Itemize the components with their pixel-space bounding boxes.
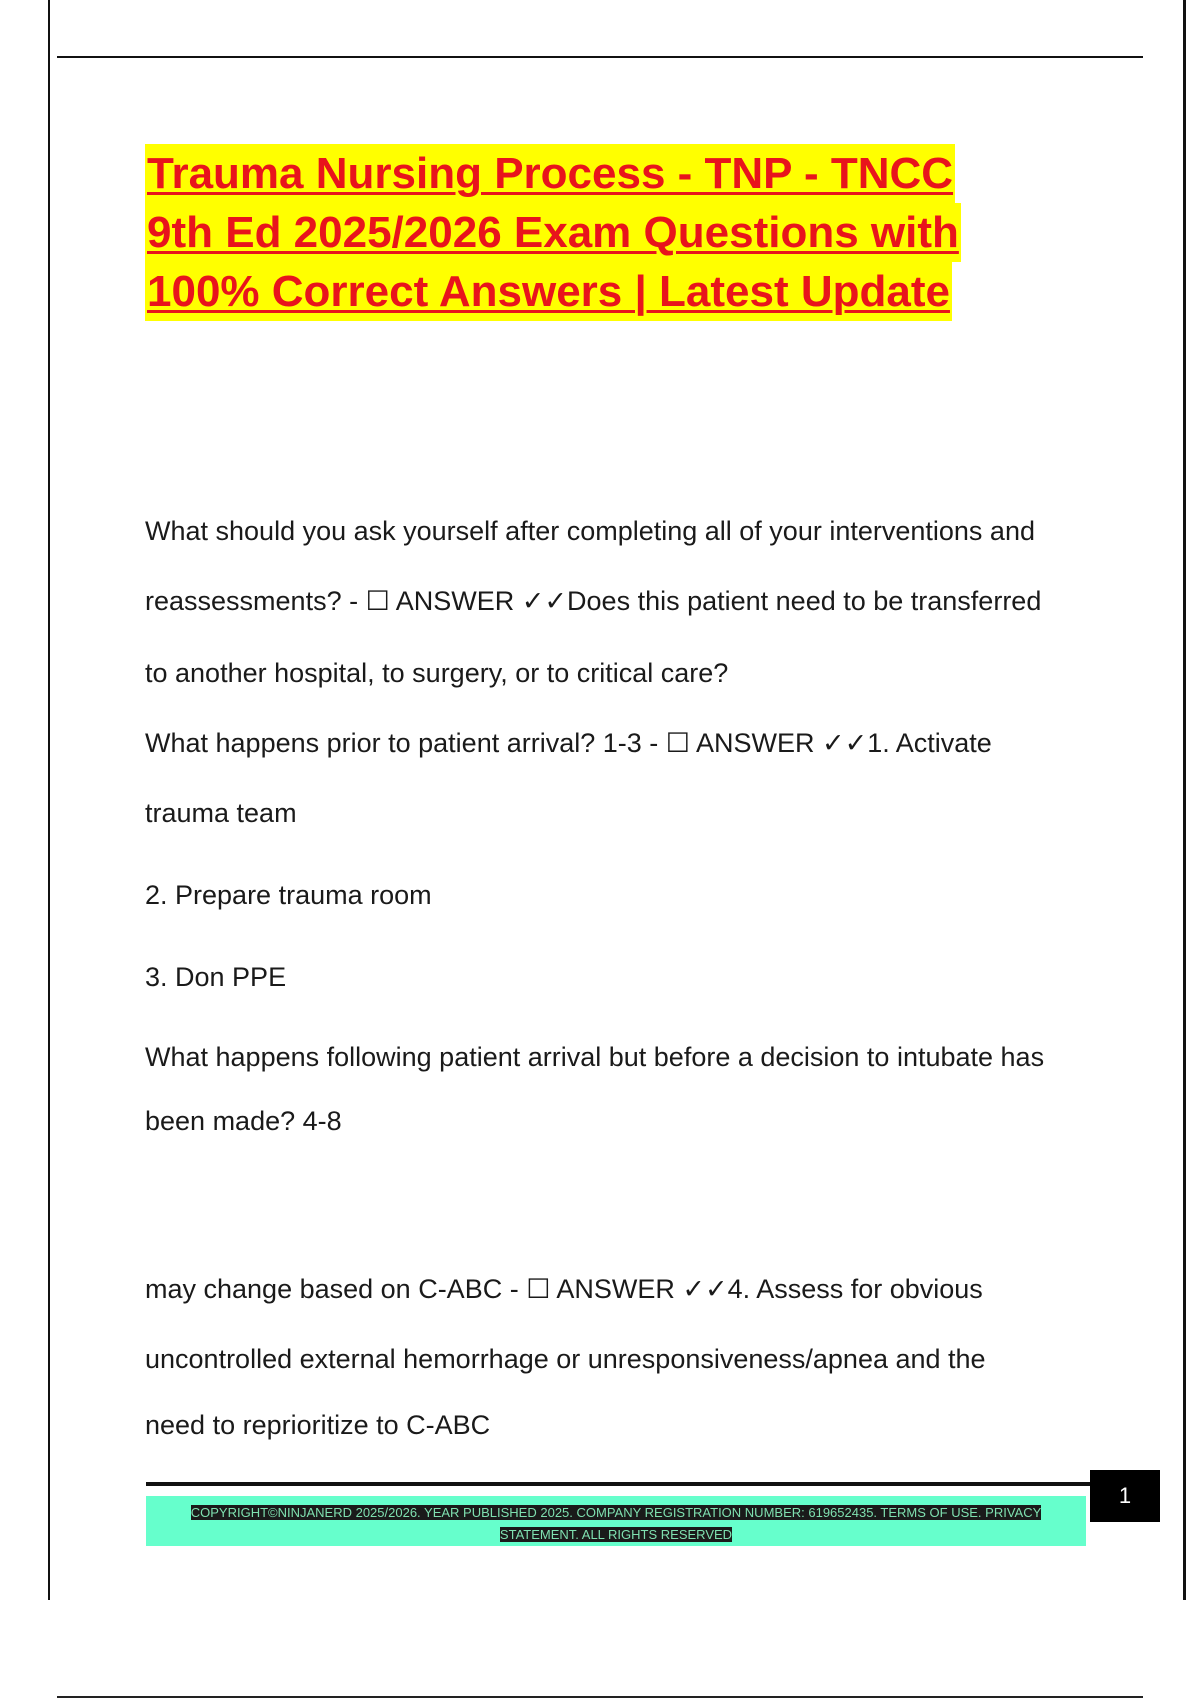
copyright-line: STATEMENT. ALL RIGHTS RESERVED	[499, 1527, 733, 1542]
footer-rule	[146, 1482, 1090, 1486]
page-number: 1	[1090, 1470, 1160, 1522]
body-line: What happens following patient arrival but before a decision to intubate has	[145, 1042, 1045, 1072]
top-rule	[57, 56, 1143, 58]
body-line: 3. Don PPE	[145, 962, 287, 992]
body-line: What should you ask yourself after completing all of your interventions and	[145, 516, 1035, 546]
copyright-text	[176, 1502, 1056, 1546]
bottom-rule	[57, 1696, 1143, 1698]
body-line: uncontrolled external hemorrhage or unresponsiveness/apnea and the	[145, 1344, 986, 1374]
copyright-line: COPYRIGHT©NINJANERD 2025/2026. YEAR PUBLISHED 2025. COMPANY REGISTRATION NUMBER: 619652435. TERMS OF USE. PRIVACY	[190, 1505, 1042, 1520]
copyright-footer	[146, 1496, 1086, 1546]
title-line: 9th Ed 2025/2026 Exam Questions with	[145, 203, 961, 262]
body-line: 2. Prepare trauma room	[145, 880, 432, 910]
body-line: What happens prior to patient arrival? 1-3 - ☐ ANSWER ✓✓1. Activate	[145, 728, 992, 758]
document-title	[145, 144, 1075, 321]
right-border-line	[1183, 0, 1186, 1600]
body-line: reassessments? - ☐ ANSWER ✓✓Does this patient need to be transferred	[145, 586, 1042, 616]
body-line: trauma team	[145, 798, 297, 828]
body-line: need to reprioritize to C-ABC	[145, 1410, 491, 1440]
title-line: Trauma Nursing Process - TNP - TNCC	[145, 144, 955, 203]
body-line: may change based on C-ABC - ☐ ANSWER ✓✓4. Assess for obvious	[145, 1274, 983, 1304]
body-line: to another hospital, to surgery, or to critical care?	[145, 658, 729, 688]
body-line: been made? 4-8	[145, 1106, 342, 1136]
left-border-line	[48, 0, 50, 1600]
title-line: 100% Correct Answers | Latest Update	[145, 262, 952, 321]
